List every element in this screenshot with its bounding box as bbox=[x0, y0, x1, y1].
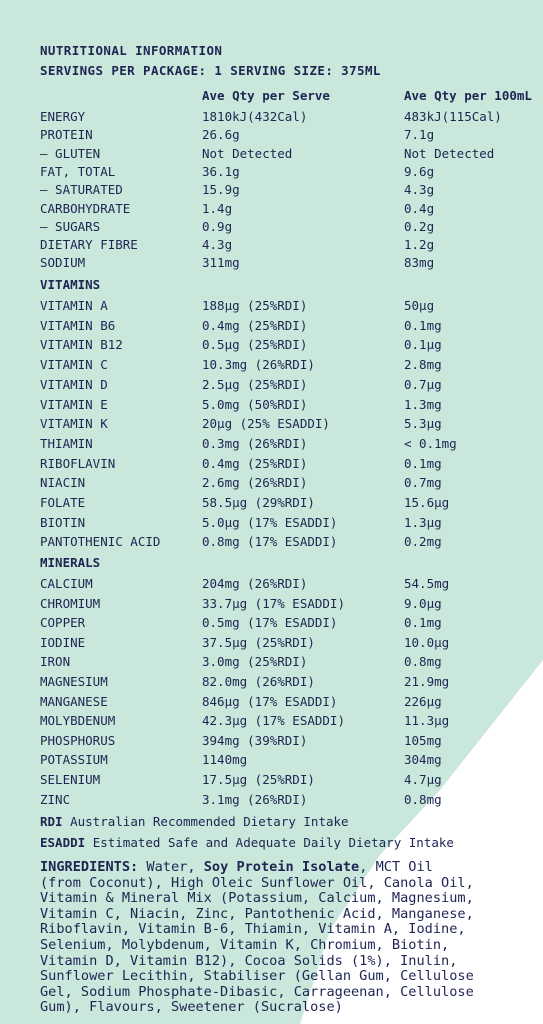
per-100ml-value: 54.5mg bbox=[404, 576, 450, 591]
per-serve-value: 2.5µg (25%RDI) bbox=[202, 376, 308, 392]
per-100ml-value: 9.6g bbox=[404, 163, 435, 179]
ingredient-text: Vitamin & Mineral Mix (Potassium, Calcium, Magnesium, bbox=[40, 890, 474, 907]
column-header-per-100ml: Ave Qty per 100mL bbox=[404, 88, 532, 103]
ingredients-line bbox=[40, 860, 540, 876]
per-serve-value: 20µg (25% ESADDI) bbox=[202, 416, 330, 432]
nutrient-name: RIBOFLAVIN bbox=[40, 455, 116, 471]
ingredient-text: Vitamin C, Niacin, Zinc, Pantothenic Acid, Manganese, bbox=[40, 905, 474, 922]
rdi-definition: Australian Recommended Dietary Intake bbox=[70, 814, 349, 829]
per-serve-value: 0.4mg (25%RDI) bbox=[202, 317, 308, 333]
per-100ml-value: 0.8mg bbox=[404, 654, 442, 670]
per-100ml-value: 4.7µg bbox=[404, 772, 442, 787]
nutrient-name: DIETARY FIBRE bbox=[40, 237, 138, 253]
per-serve-value: 0.5mg (17% ESADDI) bbox=[202, 615, 338, 631]
table-row bbox=[0, 792, 543, 810]
per-100ml-value: 1.3mg bbox=[404, 396, 442, 412]
per-100ml-value: Not Detected bbox=[404, 145, 495, 161]
nutrient-name: NIACIN bbox=[40, 475, 86, 491]
minerals-heading: MINERALS bbox=[40, 555, 101, 570]
per-serve-value: 1810kJ(432Cal) bbox=[202, 109, 308, 124]
per-100ml-value: 9.0µg bbox=[404, 595, 442, 611]
per-100ml-value: 4.3g bbox=[404, 182, 435, 198]
ingredient-text: Gel, Sodium Phosphate-Dibasic, Carrageenan, Cellulose bbox=[40, 983, 474, 1000]
table-row bbox=[0, 146, 543, 164]
per-100ml-value: 105mg bbox=[404, 732, 442, 748]
nutrient-name: ZINC bbox=[40, 791, 71, 807]
table-row bbox=[0, 164, 543, 182]
table-row bbox=[0, 615, 543, 633]
per-serve-value: 82.0mg (26%RDI) bbox=[202, 674, 315, 689]
ingredients-line bbox=[40, 922, 540, 938]
nutrient-name: THIAMIN bbox=[40, 435, 93, 451]
per-serve-value: 58.5µg (29%RDI) bbox=[202, 495, 315, 510]
table-row bbox=[0, 397, 543, 415]
nutrient-name: MANGANESE bbox=[40, 693, 108, 709]
nutrient-name: IODINE bbox=[40, 634, 86, 650]
nutrient-name: – SATURATED bbox=[40, 182, 123, 198]
ingredients-line bbox=[40, 985, 540, 1001]
nutrient-name: VITAMIN D bbox=[40, 376, 108, 392]
table-row bbox=[0, 752, 543, 770]
table-row bbox=[0, 127, 543, 145]
table-row bbox=[0, 377, 543, 395]
per-100ml-value: 0.8mg bbox=[404, 791, 442, 807]
table-row bbox=[0, 596, 543, 614]
ingredients-line bbox=[40, 938, 540, 954]
table-row bbox=[0, 694, 543, 712]
table-row bbox=[0, 515, 543, 533]
ingredient-text: Vitamin D, Vitamin B12), Cocoa Solids (1%), Inulin, bbox=[40, 952, 458, 969]
table-row bbox=[0, 772, 543, 790]
per-serve-value: 0.9g bbox=[202, 218, 233, 234]
vitamins-heading: VITAMINS bbox=[40, 277, 101, 292]
per-100ml-value: 0.2g bbox=[404, 218, 435, 234]
per-100ml-value: 0.7mg bbox=[404, 475, 442, 491]
per-serve-value: 0.4mg (25%RDI) bbox=[202, 455, 308, 471]
per-100ml-value: 15.6µg bbox=[404, 495, 450, 510]
nutrient-name: PHOSPHORUS bbox=[40, 732, 116, 748]
per-serve-value: 36.1g bbox=[202, 163, 240, 179]
per-serve-value: 0.8mg (17% ESADDI) bbox=[202, 534, 338, 550]
per-serve-value: 204mg (26%RDI) bbox=[202, 576, 308, 591]
ingredients-line bbox=[40, 907, 540, 923]
per-serve-value: 0.3mg (26%RDI) bbox=[202, 435, 308, 451]
table-row bbox=[0, 337, 543, 355]
per-serve-value: 0.5µg (25%RDI) bbox=[202, 337, 308, 353]
nutrient-name: IRON bbox=[40, 654, 71, 670]
per-serve-value: 188µg (25%RDI) bbox=[202, 298, 308, 313]
table-row bbox=[0, 456, 543, 474]
esaddi-abbr: ESADDI bbox=[40, 835, 86, 850]
table-row bbox=[0, 255, 543, 273]
nutrient-name: PROTEIN bbox=[40, 127, 93, 143]
per-100ml-value: 11.3µg bbox=[404, 713, 450, 729]
servings-info: SERVINGS PER PACKAGE: 1 SERVING SIZE: 375ML bbox=[40, 63, 381, 78]
per-100ml-value: 2.8mg bbox=[404, 357, 442, 373]
table-row bbox=[0, 357, 543, 375]
per-100ml-value: 83mg bbox=[404, 255, 435, 271]
ingredient-highlight: Soy Protein Isolate bbox=[203, 859, 360, 875]
per-serve-value: 17.5µg (25%RDI) bbox=[202, 772, 315, 787]
table-row bbox=[0, 654, 543, 672]
per-100ml-value: 0.4g bbox=[404, 200, 435, 216]
table-row bbox=[0, 298, 543, 316]
per-serve-value: 3.1mg (26%RDI) bbox=[202, 791, 308, 807]
per-serve-value: 2.6mg (26%RDI) bbox=[202, 475, 308, 491]
ingredient-text: Gum), Flavours, Sweetener (Sucralose) bbox=[40, 999, 343, 1016]
nutrient-name: MAGNESIUM bbox=[40, 674, 108, 689]
per-serve-value: 1.4g bbox=[202, 200, 233, 216]
table-row bbox=[0, 219, 543, 237]
table-row bbox=[0, 475, 543, 493]
per-100ml-value: 0.1µg bbox=[404, 337, 442, 353]
ingredients-label: INGREDIENTS: bbox=[40, 859, 139, 875]
table-row bbox=[0, 182, 543, 200]
nutrient-name: VITAMIN A bbox=[40, 298, 108, 313]
esaddi-definition: Estimated Safe and Adequate Daily Dietary Intake bbox=[92, 835, 454, 850]
nutrient-name: VITAMIN B12 bbox=[40, 337, 123, 353]
per-serve-value: 846µg (17% ESADDI) bbox=[202, 693, 338, 709]
ingredient-text: Sunflower Lecithin, Stabiliser (Gellan Gum, Cellulose bbox=[40, 968, 474, 985]
per-100ml-value: < 0.1mg bbox=[404, 435, 457, 451]
nutrient-name: SELENIUM bbox=[40, 772, 101, 787]
nutrient-name: MOLYBDENUM bbox=[40, 713, 116, 729]
ingredient-text: Water, bbox=[138, 859, 204, 875]
nutrient-name: POTASSIUM bbox=[40, 752, 108, 768]
per-100ml-value: 10.0µg bbox=[404, 634, 450, 650]
ingredient-text: Selenium, Molybdenum, Vitamin K, Chromium, Biotin, bbox=[40, 936, 450, 953]
table-row bbox=[0, 534, 543, 552]
nutrient-name: CHROMIUM bbox=[40, 595, 101, 611]
per-serve-value: 15.9g bbox=[202, 182, 240, 198]
ingredients-line bbox=[40, 954, 540, 970]
nutrient-name: VITAMIN E bbox=[40, 396, 108, 412]
per-serve-value: 311mg bbox=[202, 255, 240, 271]
per-serve-value: 33.7µg (17% ESADDI) bbox=[202, 595, 345, 611]
nutrient-name: – SUGARS bbox=[40, 218, 101, 234]
ingredients-line bbox=[40, 891, 540, 907]
per-100ml-value: 1.3µg bbox=[404, 514, 442, 530]
table-row bbox=[0, 237, 543, 255]
per-100ml-value: 304mg bbox=[404, 752, 442, 768]
per-100ml-value: 21.9mg bbox=[404, 674, 450, 689]
table-row bbox=[0, 495, 543, 513]
table-row bbox=[0, 201, 543, 219]
table-row bbox=[0, 436, 543, 454]
ingredient-text: (from Coconut), High Oleic Sunflower Oil, Canola Oil, bbox=[40, 874, 474, 891]
rdi-abbr: RDI bbox=[40, 814, 63, 829]
table-row bbox=[0, 733, 543, 751]
ingredients-line bbox=[40, 876, 540, 892]
per-serve-value: 5.0mg (50%RDI) bbox=[202, 396, 308, 412]
per-100ml-value: 1.2g bbox=[404, 237, 435, 253]
nutrient-name: COPPER bbox=[40, 615, 86, 631]
per-100ml-value: 7.1g bbox=[404, 127, 435, 143]
per-serve-value: Not Detected bbox=[202, 145, 293, 161]
per-serve-value: 394mg (39%RDI) bbox=[202, 732, 308, 748]
nutrient-name: CALCIUM bbox=[40, 576, 93, 591]
nutrient-name: CARBOHYDRATE bbox=[40, 200, 131, 216]
nutrient-name: VITAMIN K bbox=[40, 416, 108, 432]
nutrient-name: PANTOTHENIC ACID bbox=[40, 534, 161, 550]
ingredients-text bbox=[40, 860, 540, 1016]
nutrient-name: BIOTIN bbox=[40, 514, 86, 530]
per-serve-value: 3.0mg (25%RDI) bbox=[202, 654, 308, 670]
table-row bbox=[0, 713, 543, 731]
per-serve-value: 42.3µg (17% ESADDI) bbox=[202, 713, 345, 729]
per-serve-value: 1140mg bbox=[202, 752, 248, 768]
ingredients-line bbox=[40, 969, 540, 985]
per-100ml-value: 0.1mg bbox=[404, 615, 442, 631]
nutrient-name: – GLUTEN bbox=[40, 145, 101, 161]
esaddi-footnote bbox=[40, 835, 454, 850]
per-serve-value: 4.3g bbox=[202, 237, 233, 253]
table-row bbox=[0, 416, 543, 434]
nutrient-name: FOLATE bbox=[40, 495, 86, 510]
table-row bbox=[0, 674, 543, 692]
per-100ml-value: 483kJ(115Cal) bbox=[404, 109, 502, 124]
per-serve-value: 37.5µg (25%RDI) bbox=[202, 634, 315, 650]
per-serve-value: 26.6g bbox=[202, 127, 240, 143]
per-100ml-value: 0.1mg bbox=[404, 455, 442, 471]
table-row bbox=[0, 635, 543, 653]
nutrient-name: VITAMIN C bbox=[40, 357, 108, 373]
ingredients-line bbox=[40, 1000, 540, 1016]
per-100ml-value: 0.1mg bbox=[404, 317, 442, 333]
column-header-per-serve: Ave Qty per Serve bbox=[202, 88, 330, 103]
per-100ml-value: 50µg bbox=[404, 298, 435, 313]
nutrient-name: FAT, TOTAL bbox=[40, 163, 116, 179]
rdi-footnote bbox=[40, 814, 349, 829]
ingredient-text: Riboflavin, Vitamin B-6, Thiamin, Vitamin A, Iodine, bbox=[40, 921, 466, 938]
table-row bbox=[0, 318, 543, 336]
ingredient-text: , MCT Oil bbox=[359, 859, 433, 875]
nutrient-name: VITAMIN B6 bbox=[40, 317, 116, 333]
per-serve-value: 5.0µg (17% ESADDI) bbox=[202, 514, 338, 530]
table-row bbox=[0, 576, 543, 594]
nutrient-name: SODIUM bbox=[40, 255, 86, 271]
per-100ml-value: 5.3µg bbox=[404, 416, 442, 432]
per-100ml-value: 0.7µg bbox=[404, 376, 442, 392]
nutrient-name: ENERGY bbox=[40, 109, 86, 124]
panel-title: NUTRITIONAL INFORMATION bbox=[40, 43, 223, 58]
per-serve-value: 10.3mg (26%RDI) bbox=[202, 357, 315, 373]
table-row bbox=[0, 109, 543, 127]
per-100ml-value: 0.2mg bbox=[404, 534, 442, 550]
per-100ml-value: 226µg bbox=[404, 693, 442, 709]
